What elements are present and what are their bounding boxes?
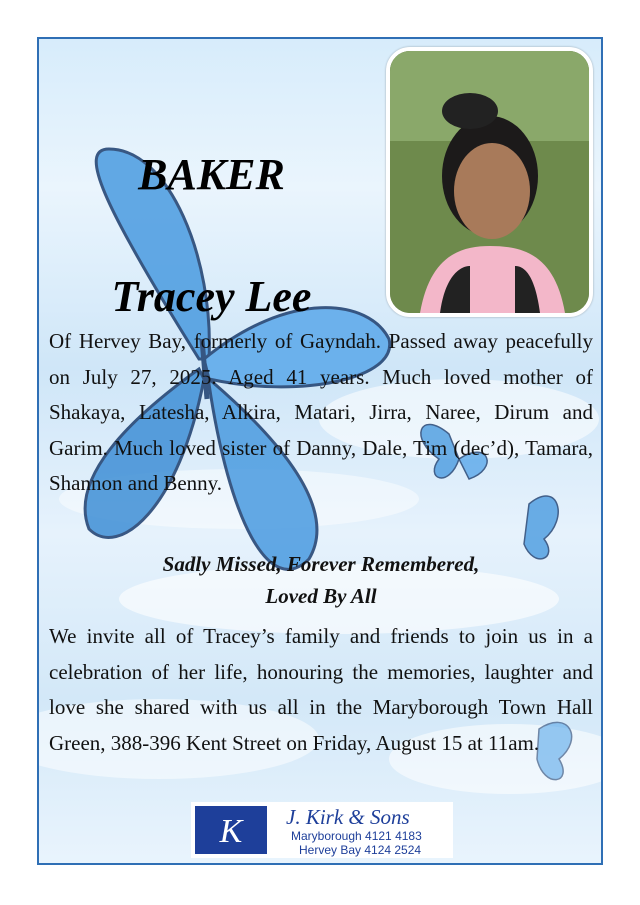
- funeral-director-name: J. Kirk & Sons: [286, 805, 410, 829]
- kirk-logo-icon: [195, 806, 267, 854]
- portrait-photo-image: [390, 51, 589, 313]
- deceased-surname: BAKER: [138, 150, 285, 199]
- funeral-director-phone-hervey-bay: Hervey Bay 4124 2524: [299, 843, 422, 857]
- memorial-tagline: [49, 548, 593, 612]
- invitation-text: We invite all of Tracey’s family and friends to join us in a celebration of her life, honouring the memories, laughter and love she shared with us all in the Maryborough Town Hall Green, 388-396 Kent Street on Friday, August 15 at 11am.: [49, 624, 593, 755]
- funeral-director-phone-maryborough: Maryborough 4121 4183: [291, 829, 422, 843]
- deceased-given-names: Tracey Lee: [111, 272, 312, 321]
- portrait-photo: [386, 47, 593, 317]
- tagline-line-2: Loved By All: [265, 584, 377, 608]
- tagline-line-1: Sadly Missed, Forever Remembered,: [162, 552, 480, 576]
- svg-text:K: K: [219, 813, 243, 850]
- death-notice: [37, 37, 603, 865]
- biography-text: Of Hervey Bay, formerly of Gayndah. Passed away peacefully on July 27, 2025. Aged 41 years. Much loved mother of Shakaya, Latesha, Alkira, Matari, Jirra, Naree, Dirum and Garim. Much loved sister of Danny, Dale, Tim (dec’d), Tamara, Shannon and Benny.: [49, 329, 593, 495]
- funeral-director-logo: [191, 802, 453, 858]
